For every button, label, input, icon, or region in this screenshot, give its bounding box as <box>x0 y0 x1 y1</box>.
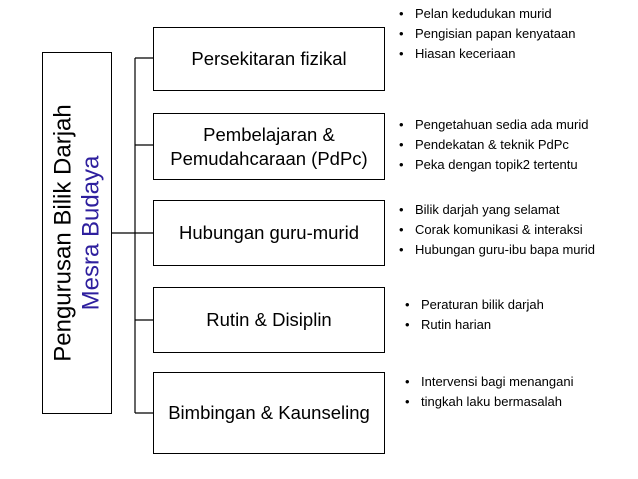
root-title-line1: Pengurusan Bilik Darjah <box>49 104 77 362</box>
bullet-item: • Intervensi bagi menangani <box>403 372 574 392</box>
root-title-line2: Mesra Budaya <box>77 155 104 311</box>
bullet-item: • Pendekatan & teknik PdPc <box>397 135 588 155</box>
bullet-list-persekitaran <box>397 4 575 64</box>
bullet-item: • Rutin harian <box>403 315 544 335</box>
node-label: Hubungan guru-murid <box>179 222 359 244</box>
root-title <box>49 104 104 361</box>
bullet-item: • Peraturan bilik darjah <box>403 295 544 315</box>
node-label: Rutin & Disiplin <box>206 309 332 331</box>
node-label: Pembelajaran & Pemudahcaraan (PdPc) <box>170 124 368 169</box>
node-rutin-disiplin <box>153 287 385 353</box>
node-hubungan-guru-murid <box>153 200 385 266</box>
bullet-list-pembelajaran <box>397 115 588 175</box>
bullet-item: • Hiasan keceriaan <box>397 44 575 64</box>
node-pembelajaran-pdpc <box>153 113 385 180</box>
bullet-item: • tingkah laku bermasalah <box>403 392 574 412</box>
node-bimbingan-kaunseling <box>153 372 385 454</box>
bullet-item: • Peka dengan topik2 tertentu <box>397 155 588 175</box>
node-label: Persekitaran fizikal <box>191 48 347 70</box>
bullet-item: • Pengetahuan sedia ada murid <box>397 115 588 135</box>
bullet-item: • Pelan kedudukan murid <box>397 4 575 24</box>
node-persekitaran-fizikal <box>153 27 385 91</box>
bullet-item: • Pengisian papan kenyataan <box>397 24 575 44</box>
bullet-item: • Corak komunikasi & interaksi <box>397 220 595 240</box>
bullet-list-hubungan <box>397 200 595 260</box>
root-node <box>42 52 112 414</box>
bullet-list-rutin <box>403 295 544 335</box>
bullet-item: • Bilik darjah yang selamat <box>397 200 595 220</box>
bullet-item: • Hubungan guru-ibu bapa murid <box>397 240 595 260</box>
bullet-list-bimbingan <box>403 372 574 412</box>
node-label: Bimbingan & Kaunseling <box>168 402 370 424</box>
